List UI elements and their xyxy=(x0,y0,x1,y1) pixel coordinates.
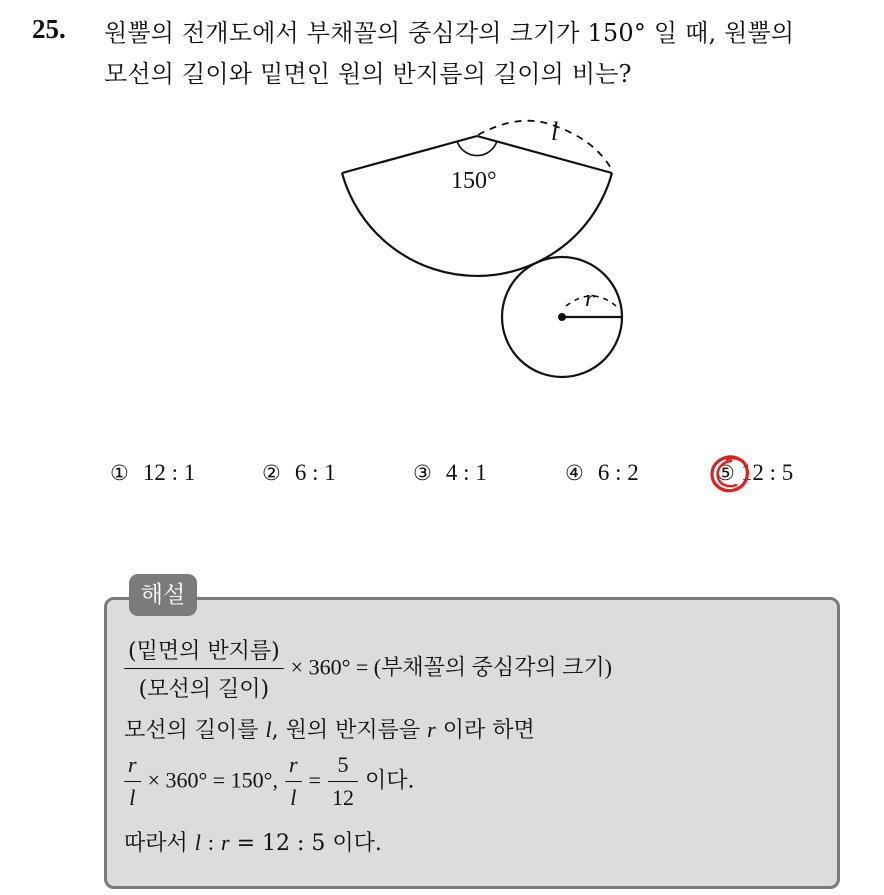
solution-tag: 해설 xyxy=(129,574,197,616)
question-text-line-2: 모선의 길이와 밑면인 원의 반지름의 길이의 비는? xyxy=(104,60,632,88)
formula-middle: × 360° = 150°, xyxy=(147,767,278,793)
question-number: 25. xyxy=(32,14,66,44)
solution-line-1 xyxy=(124,634,612,703)
ratio-fraction xyxy=(124,634,284,703)
choice-text: 6 : 2 xyxy=(597,460,639,485)
choice-2[interactable] xyxy=(262,460,336,486)
choice-text: 12 : 1 xyxy=(142,460,196,485)
colon: : xyxy=(207,830,215,855)
choice-marker: ③ xyxy=(413,461,432,485)
equals-sign: = xyxy=(308,767,321,793)
solution-line-4 xyxy=(124,826,382,857)
choice-marker: ① xyxy=(110,461,129,485)
formula-rest: × 360° = (부채꼴의 중심각의 크기) xyxy=(290,654,612,680)
slant-label: l xyxy=(551,117,559,146)
solution-line-3 xyxy=(124,752,414,811)
cone-net-figure xyxy=(0,0,884,440)
text: , 원의 반지름을 xyxy=(271,718,421,743)
fraction-r-over-l xyxy=(285,752,302,811)
choice-1[interactable] xyxy=(110,460,195,486)
text: 이라 하면 xyxy=(442,718,535,743)
question-text-line-1: 원뿔의 전개도에서 부채꼴의 중심각의 크기가 150° 일 때, 원뿔의 xyxy=(104,19,795,47)
radius-label: r xyxy=(585,286,595,312)
var-r: r xyxy=(221,830,230,855)
fraction-denominator: (모선의 길이) xyxy=(138,677,270,702)
fraction-r-over-l xyxy=(124,752,141,811)
fraction-numerator: 5 xyxy=(328,752,358,782)
choice-3[interactable] xyxy=(413,460,487,486)
fraction-numerator: r xyxy=(124,752,141,782)
text: 따라서 xyxy=(124,831,188,856)
angle-label: 150° xyxy=(451,168,497,194)
fraction-numerator: r xyxy=(285,752,302,782)
var-r: r xyxy=(427,717,436,742)
var-l: l xyxy=(265,717,272,742)
solution-line-2 xyxy=(124,713,535,744)
fraction-5-over-12 xyxy=(328,752,358,811)
fraction-denominator: 12 xyxy=(331,785,354,810)
text: = 12 : 5 이다. xyxy=(236,831,382,856)
choice-text: 6 : 1 xyxy=(294,460,336,485)
correct-answer-circle-mark xyxy=(707,452,753,496)
fraction-denominator: l xyxy=(290,785,297,810)
fraction-numerator: (밑면의 반지름) xyxy=(124,634,284,669)
sector-shape xyxy=(342,136,612,276)
choice-marker: ⑤ xyxy=(716,461,735,485)
choice-marker: ② xyxy=(262,461,281,485)
choice-text: 12 : 5 xyxy=(740,460,794,485)
text: 이다. xyxy=(364,768,415,794)
choice-marker: ④ xyxy=(565,461,584,485)
text: 모선의 길이를 xyxy=(124,718,259,743)
fraction-denominator: l xyxy=(129,785,136,810)
slant-length-dashed-arc xyxy=(478,121,612,170)
choice-text: 4 : 1 xyxy=(445,460,487,485)
choice-4[interactable] xyxy=(565,460,639,486)
central-angle-mark xyxy=(457,141,497,156)
var-l: l xyxy=(194,830,201,855)
